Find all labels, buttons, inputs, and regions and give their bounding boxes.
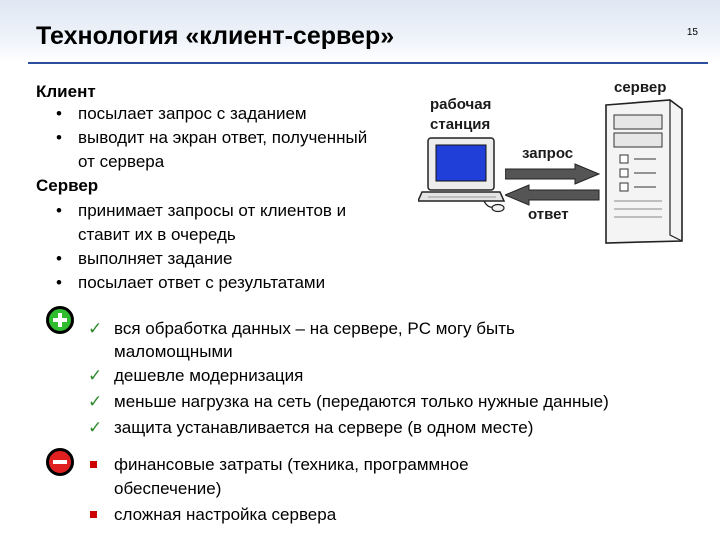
header-divider xyxy=(28,62,708,64)
minus-icon xyxy=(46,448,74,476)
server-item xyxy=(56,201,347,221)
response-label: ответ xyxy=(528,206,569,223)
client-item-continuation: от сервера xyxy=(78,152,165,171)
con-item: финансовые затраты (техника, программное xyxy=(114,455,469,474)
server-item-text: выполняет задание xyxy=(78,249,233,268)
client-item xyxy=(56,128,368,148)
response-arrow-icon xyxy=(505,184,600,206)
bullet-marker: • xyxy=(56,104,62,123)
bullet-marker: • xyxy=(56,273,62,292)
request-label: запрос xyxy=(522,145,574,162)
slide-number: 15 xyxy=(686,27,698,38)
server-heading: Сервер xyxy=(36,176,99,195)
client-heading: Клиент xyxy=(36,82,96,101)
square-bullet-icon xyxy=(90,511,97,518)
client-item-text: выводит на экран ответ, полученный xyxy=(78,128,368,147)
slide-header xyxy=(0,0,720,62)
square-bullet-icon xyxy=(90,461,97,468)
pro-item: меньше нагрузка на сеть (передаются только нужные данные) xyxy=(114,392,609,411)
check-icon: ✓ xyxy=(88,418,103,437)
check-icon: ✓ xyxy=(88,392,103,411)
server-item xyxy=(56,249,233,269)
workstation-label: станция xyxy=(430,116,491,133)
request-arrow-icon xyxy=(505,163,600,185)
server-item-continuation: ставит их в очередь xyxy=(78,225,236,244)
check-icon: ✓ xyxy=(88,319,103,338)
client-item-text: посылает запрос с заданием xyxy=(78,104,307,123)
bullet-marker: • xyxy=(56,201,62,220)
pro-item: вся обработка данных – на сервере, PC могу быть xyxy=(114,319,515,338)
server-item xyxy=(56,273,326,293)
server-tower-icon xyxy=(600,97,685,247)
pro-item-continuation: маломощными xyxy=(114,342,233,361)
con-item-continuation: обеспечение) xyxy=(114,479,222,498)
client-item xyxy=(56,104,307,124)
server-item-text: посылает ответ с результатами xyxy=(78,273,326,292)
pro-item: дешевле модернизация xyxy=(114,366,304,385)
bullet-marker: • xyxy=(56,249,62,268)
con-item: сложная настройка сервера xyxy=(114,505,337,524)
server-label: сервер xyxy=(614,79,667,96)
server-item-text: принимает запросы от клиентов и xyxy=(78,201,347,220)
workstation-computer-icon xyxy=(418,135,508,215)
workstation-label: рабочая xyxy=(430,96,492,113)
bullet-marker: • xyxy=(56,128,62,147)
pro-item: защита устанавливается на сервере (в одном месте) xyxy=(114,418,534,437)
slide-title: Технология «клиент-сервер» xyxy=(36,22,395,50)
check-icon: ✓ xyxy=(88,366,103,385)
plus-icon xyxy=(46,306,74,334)
